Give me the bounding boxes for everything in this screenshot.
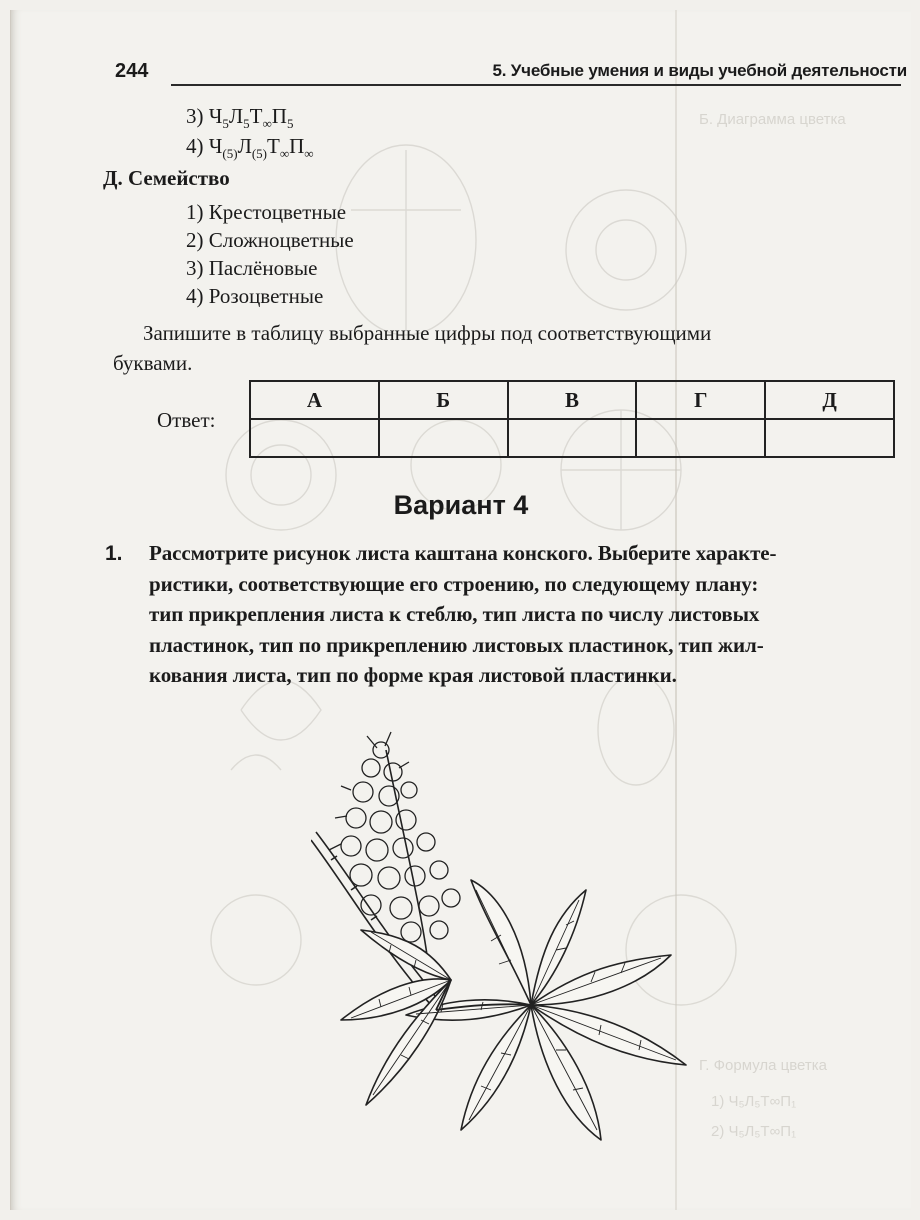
- formula-option-4: 4) $Ч_{(5)}Л_{(5)}Т_\infty П_\infty$: [186, 134, 314, 161]
- horse-chestnut-branch-icon: [311, 720, 711, 1160]
- answer-column-header: Б: [379, 381, 508, 419]
- svg-text:1) Ч₅Л₅Т∞П₁: 1) Ч₅Л₅Т∞П₁: [711, 1093, 797, 1110]
- answer-column-header: В: [508, 381, 637, 419]
- family-option: 4) Розоцветные: [186, 284, 324, 308]
- instruction: Запишите в таблицу выбранные цифры под соответствующими буквами.: [113, 321, 712, 375]
- answer-column-header: Д: [765, 381, 894, 419]
- answer-column-header: Г: [636, 381, 765, 419]
- answer-label: Ответ:: [157, 408, 216, 432]
- answer-column-header: А: [250, 381, 379, 419]
- svg-text:2) Ч₅Л₅Т∞П₁: 2) Ч₅Л₅Т∞П₁: [711, 1123, 797, 1140]
- answer-cell[interactable]: [379, 419, 508, 457]
- family-option: 2) Сложноцветные: [186, 228, 354, 252]
- page: [10, 10, 911, 1210]
- answer-cell[interactable]: [765, 419, 894, 457]
- running-header: [109, 56, 909, 86]
- answer-table: [249, 380, 895, 458]
- header-rule: [171, 84, 901, 86]
- question-number: 1.: [105, 542, 123, 565]
- answer-cell[interactable]: [250, 419, 379, 457]
- variant-title: Вариант 4: [393, 490, 529, 520]
- svg-text:Г. Формула цветка: Г. Формула цветка: [699, 1057, 827, 1074]
- family-option: 3) Паслёновые: [186, 256, 318, 280]
- family-heading: Д. Семейство: [103, 166, 230, 190]
- section-title: 5. Учебные умения и виды учебной деятельности: [492, 61, 907, 80]
- page-number: 244: [115, 60, 149, 82]
- answer-cell[interactable]: [508, 419, 637, 457]
- formula-option-3: 3) $Ч_5Л_5Т_\infty П_5$: [186, 104, 294, 131]
- svg-text:Б. Диаграмма цветка: Б. Диаграмма цветка: [699, 111, 846, 128]
- family-option: 1) Крестоцветные: [186, 200, 347, 224]
- answer-cell[interactable]: [636, 419, 765, 457]
- question-text: Рассмотрите рисунок листа каштана конского. Выберите характе- ристики, соответствующие его строению, по следующему плану: тип прикрепления листа к стеблю, тип листа по числу листовых пластинок, тип по прикреплению листовых пластинок, тип жил- кования листа, тип по форме края листовой пластинки.: [149, 541, 777, 687]
